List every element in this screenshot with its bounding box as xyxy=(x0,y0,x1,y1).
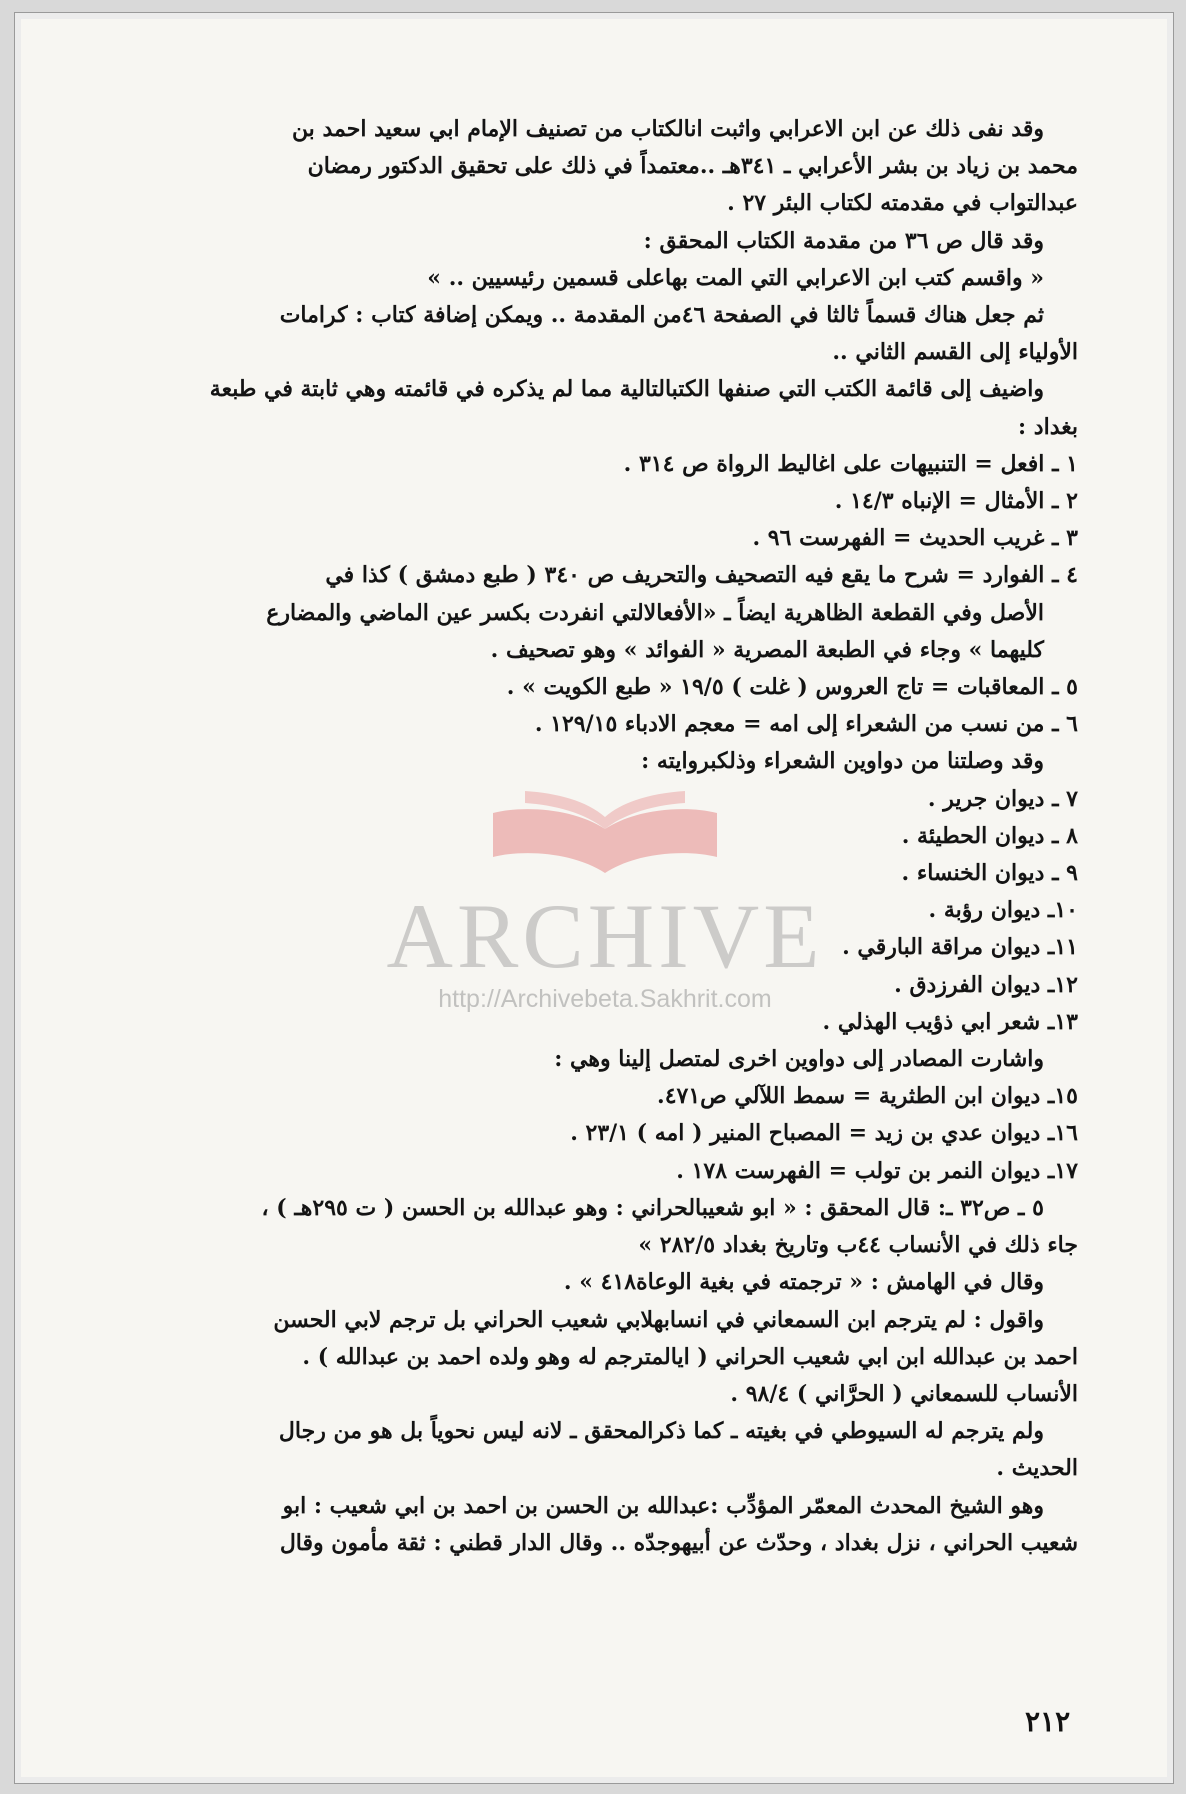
text-line: وقد نفى ذلك عن ابن الاعرابي واثبت انالكتاب من تصنيف الإمام ابي سعيد احمد بن xyxy=(291,116,1044,142)
text-line: وقد وصلتنا من دواوين الشعراء وذلكبروايته : xyxy=(641,748,1044,775)
list-item: ٦ ـ من نسب من الشعراء إلى امه = معجم الادباء ١٢٩/١٥ . xyxy=(534,711,1078,738)
watermark-url: http://Archivebeta.Sakhrit.com xyxy=(438,985,772,1013)
text-line: الأنساب للسمعاني ( الحرَّاني ) ٩٨/٤ . xyxy=(730,1380,1078,1407)
list-item: ٩ ـ ديوان الخنساء . xyxy=(901,860,1078,887)
text-line: الحديث . xyxy=(996,1455,1078,1482)
list-item: ١٢ـ ديوان الفرزدق . xyxy=(894,971,1078,998)
text-line: ثم جعل هناك قسماً ثالثا في الصفحة ٤٦من المقدمة .. ويمكن إضافة كتاب : كرامات xyxy=(279,302,1044,329)
text-line: كليهما » وجاء في الطبعة المصرية « الفوائد » وهو تصحيف . xyxy=(490,636,1044,663)
text-line: واضيف إلى قائمة الكتب التي صنفها الكتبالتالية مما لم يذكره في قائمته وهي ثابتة في طبعة xyxy=(209,376,1044,403)
text-line: وقال في الهامش : « ترجمته في بغية الوعاة٤١٨ » . xyxy=(563,1269,1044,1296)
list-item: ٤ ـ الفوارد = شرح ما يقع فيه التصحيف والتحريف ص ٣٤٠ ( طبع دمشق ) كذا في xyxy=(325,562,1078,589)
list-item: ٨ ـ ديوان الحطيئة . xyxy=(901,822,1078,849)
text-line: عبدالتواب في مقدمته لكتاب البئر ٢٧ . xyxy=(727,190,1078,217)
list-item: ١٥ـ ديوان ابن الطثرية = سمط اللآلي ص٤٧١. xyxy=(657,1083,1078,1110)
text-line: محمد بن زياد بن بشر الأعرابي ـ ٣٤١هـ ..معتمداً في ذلك على تحقيق الدكتور رمضان xyxy=(307,153,1078,180)
list-item: ٥ ـ المعاقبات = تاج العروس ( غلت ) ١٩/٥ « طبع الكويت » . xyxy=(506,674,1078,701)
text-line: جاء ذلك في الأنساب ٤٤ب وتاريخ بغداد ٢٨٢/٥ » xyxy=(638,1232,1078,1259)
watermark-title: ARCHIVE xyxy=(386,885,824,987)
list-item: ١٣ـ شعر ابي ذؤيب الهذلي . xyxy=(822,1008,1078,1035)
text-line: وهو الشيخ المحدث المعمّر المؤدِّب :عبدالله بن الحسن بن احمد بن ابي شعيب : ابو xyxy=(282,1492,1044,1519)
text-line: شعيب الحراني ، نزل بغداد ، وحدّث عن أبيهوجدّه .. وقال الدار قطني : ثقة مأمون وقال xyxy=(279,1529,1078,1556)
text-line: احمد بن عبدالله ابن ابي شعيب الحراني ( ايالمترجم له وهو ولده احمد بن عبدالله ) . xyxy=(302,1343,1078,1370)
list-item: ١١ـ ديوان مراقة البارقي . xyxy=(842,934,1078,961)
text-line: بغداد : xyxy=(1018,413,1078,440)
list-item: ٢ ـ الأمثال = الإنباه ١٤/٣ . xyxy=(834,488,1078,515)
list-item: ١ ـ افعل = التنبيهات على اغاليط الرواة ص ٣١٤ . xyxy=(623,450,1078,477)
text-line: ولم يترجم له السيوطي في بغيته ـ كما ذكرالمحقق ـ لانه ليس نحوياً بل هو من رجال xyxy=(278,1418,1044,1445)
text-line: وقد قال ص ٣٦ من مقدمة الكتاب المحقق : xyxy=(643,227,1044,254)
list-item: ١٦ـ ديوان عدي بن زيد = المصباح المنير ( امه ) ٢٣/١ . xyxy=(570,1120,1078,1147)
page-number: ٢١٢ xyxy=(1025,1705,1071,1738)
text-line: واقول : لم يترجم ابن السمعاني في انسابهلابي شعيب الحراني بل ترجم لابي الحسن xyxy=(273,1306,1044,1333)
text-line: الأصل وفي القطعة الظاهرية ايضاً ـ «الأفعالالتي انفردت بكسر عين الماضي والمضارع xyxy=(266,599,1044,626)
list-item: ١٠ـ ديوان رؤبة . xyxy=(928,897,1078,924)
text-line: ٥ ـ ص٣٢ ـ: قال المحقق : « ابو شعيبالحراني : وهو عبدالله بن الحسن ( ت ٢٩٥هـ ) ، xyxy=(261,1194,1044,1221)
scanned-page xyxy=(14,12,1174,1784)
body-text xyxy=(93,111,1078,1562)
text-line: الأولياء إلى القسم الثاني .. xyxy=(832,339,1078,366)
list-item: ١٧ـ ديوان النمر بن تولب = الفهرست ١٧٨ . xyxy=(676,1157,1078,1184)
list-item: ٧ ـ ديوان جرير . xyxy=(927,785,1078,812)
text-line: واشارت المصادر إلى دواوين اخرى لمتصل إلينا وهي : xyxy=(554,1046,1044,1073)
text-line: « واقسم كتب ابن الاعرابي التي المت بهاعلى قسمين رئيسيين .. » xyxy=(427,264,1044,291)
list-item: ٣ ـ غريب الحديث = الفهرست ٩٦ . xyxy=(752,525,1078,552)
